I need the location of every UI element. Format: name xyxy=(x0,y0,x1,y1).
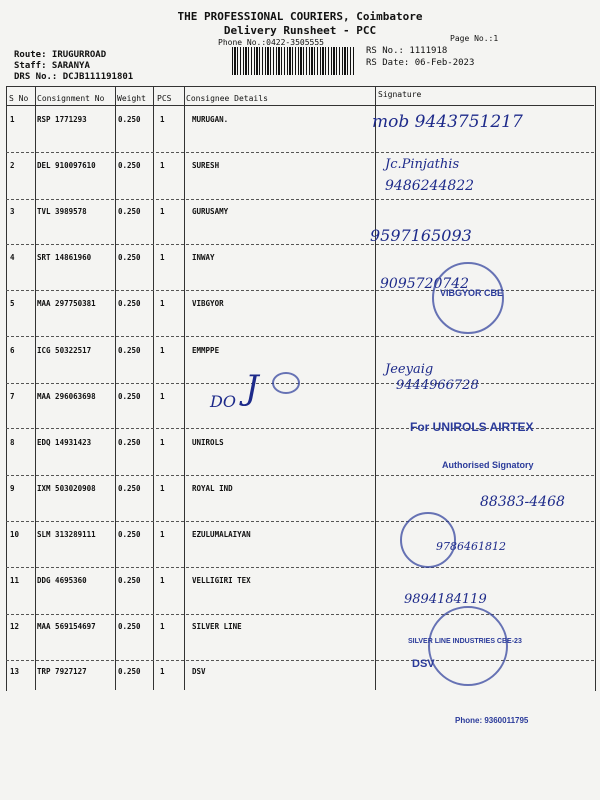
signature-row-6: Jeeyaig xyxy=(385,362,434,377)
row-weight: 0.250 xyxy=(118,576,141,585)
row-sno: 9 xyxy=(10,484,15,493)
row-consignee: SURESH xyxy=(192,161,220,170)
row-consignee: EZULUMALAIYAN xyxy=(192,530,251,539)
row-consignee: VIBGYOR xyxy=(192,299,224,308)
row-pcs: 1 xyxy=(160,299,165,308)
row-consignment: IXM 503020908 xyxy=(37,484,96,493)
vibgyor-stamp xyxy=(432,262,504,334)
row-weight: 0.250 xyxy=(118,253,141,262)
signature-row-2: 9486244822 xyxy=(385,178,475,194)
drs-number: DRS No.: DCJB111191801 xyxy=(14,72,134,82)
row-pcs: 1 xyxy=(160,115,165,124)
row-pcs: 1 xyxy=(160,484,165,493)
vibgyor-stamp-text: VIBGYOR CBE xyxy=(440,288,504,298)
runsheet-table xyxy=(6,86,596,691)
rs-number: RS No.: 1111918 xyxy=(366,46,448,56)
signature-scribble-row-2: Jc.Pinjathis xyxy=(385,157,460,172)
row-consignee: DSV xyxy=(192,667,206,676)
row-pcs: 1 xyxy=(160,346,165,355)
row-sno: 7 xyxy=(10,392,15,401)
unirols-stamp-top: For UNIROLS AIRTEX xyxy=(410,420,534,434)
signature-row-9: 88383-4468 xyxy=(480,494,565,510)
barcode xyxy=(232,47,354,75)
row-pcs: 1 xyxy=(160,438,165,447)
company-phone: Phone No.:0422-3505555 xyxy=(218,38,324,47)
row7-note: DO xyxy=(210,392,236,411)
row-weight: 0.250 xyxy=(118,207,141,216)
row-sno: 5 xyxy=(10,299,15,308)
signature-row-10: 9786461812 xyxy=(436,540,506,553)
row-consignment: SRT 14861960 xyxy=(37,253,92,262)
row-weight: 0.250 xyxy=(118,346,141,355)
row-consignment: DDG 4695360 xyxy=(37,576,87,585)
row-consignee: VELLIGIRI TEX xyxy=(192,576,251,585)
row-sno: 1 xyxy=(10,115,15,124)
row-pcs: 1 xyxy=(160,530,165,539)
row-weight: 0.250 xyxy=(118,530,141,539)
signature-row-4: 9095720742 xyxy=(380,276,470,292)
row-pcs: 1 xyxy=(160,161,165,170)
row-sno: 8 xyxy=(10,438,15,447)
row-consignment: ICG 50322517 xyxy=(37,346,92,355)
row-sno: 6 xyxy=(10,346,15,355)
row-weight: 0.250 xyxy=(118,115,141,124)
row-pcs: 1 xyxy=(160,576,165,585)
col-sno: S No xyxy=(9,94,29,103)
row-sno: 4 xyxy=(10,253,15,262)
row-weight: 0.250 xyxy=(118,484,141,493)
signature-row-1: mob 9443751217 xyxy=(372,112,523,132)
row-weight: 0.250 xyxy=(118,438,141,447)
row-consignment: DEL 910097610 xyxy=(37,161,96,170)
row-weight: 0.250 xyxy=(118,299,141,308)
col-consignment: Consignment No xyxy=(37,94,105,103)
row-consignee: INWAY xyxy=(192,253,215,262)
row-sno: 11 xyxy=(10,576,20,585)
row-pcs: 1 xyxy=(160,622,165,631)
col-weight: Weight xyxy=(117,94,146,103)
dsv-stamp: DSV xyxy=(412,658,435,670)
staff: Staff: SARANYA xyxy=(14,61,90,71)
col-consignee: Consignee Details xyxy=(186,94,268,103)
row-sno: 13 xyxy=(10,667,20,676)
silverline-stamp xyxy=(428,606,508,686)
row-weight: 0.250 xyxy=(118,392,141,401)
row-consignment: MAA 296063698 xyxy=(37,392,96,401)
row7-circle-mark xyxy=(272,372,300,394)
row-consignment: RSP 1771293 xyxy=(37,115,87,124)
row-consignee: MURUGAN. xyxy=(192,115,229,124)
row-weight: 0.250 xyxy=(118,161,141,170)
route: Route: IRUGURROAD xyxy=(14,50,107,60)
signature-row-7: 9444966728 xyxy=(396,378,479,393)
row-pcs: 1 xyxy=(160,207,165,216)
col-signature: Signature xyxy=(378,90,422,99)
row-weight: 0.250 xyxy=(118,622,141,631)
row-pcs: 1 xyxy=(160,667,165,676)
signature-row-11: 9894184119 xyxy=(404,592,487,607)
signature-row-3: 9597165093 xyxy=(370,226,472,245)
rs-date: RS Date: 06-Feb-2023 xyxy=(366,58,475,68)
company-title: THE PROFESSIONAL COURIERS, Coimbatore xyxy=(177,10,423,23)
row-sno: 2 xyxy=(10,161,15,170)
page-number: Page No.:1 xyxy=(450,34,499,43)
row-consignment: MAA 569154697 xyxy=(37,622,96,631)
row-consignment: TVL 3989578 xyxy=(37,207,87,216)
row-sno: 10 xyxy=(10,530,20,539)
row-consignee: EMMPPE xyxy=(192,346,220,355)
runsheet-subtitle: Delivery Runsheet - PCC xyxy=(223,24,377,37)
col-pcs: PCS xyxy=(157,94,172,103)
round-stamp xyxy=(400,512,456,568)
row-consignment: EDQ 14931423 xyxy=(37,438,92,447)
dsv-phone: Phone: 9360011795 xyxy=(455,716,529,725)
row-consignment: SLM 313289111 xyxy=(37,530,96,539)
row-consignee: SILVER LINE xyxy=(192,622,242,631)
row-sno: 12 xyxy=(10,622,20,631)
row-consignee: GURUSAMY xyxy=(192,207,229,216)
row-consignment: TRP 7927127 xyxy=(37,667,87,676)
unirols-stamp-bottom: Authorised Signatory xyxy=(442,460,534,470)
row7-scribble: J xyxy=(245,368,259,408)
row-consignee: UNIROLS xyxy=(192,438,224,447)
row-weight: 0.250 xyxy=(118,667,141,676)
silverline-stamp-text: SILVER LINE INDUSTRIES CBE-23 xyxy=(408,638,522,645)
row-sno: 3 xyxy=(10,207,15,216)
row-pcs: 1 xyxy=(160,392,165,401)
row-consignee: ROYAL IND xyxy=(192,484,233,493)
row-pcs: 1 xyxy=(160,253,165,262)
row-consignment: MAA 297750381 xyxy=(37,299,96,308)
